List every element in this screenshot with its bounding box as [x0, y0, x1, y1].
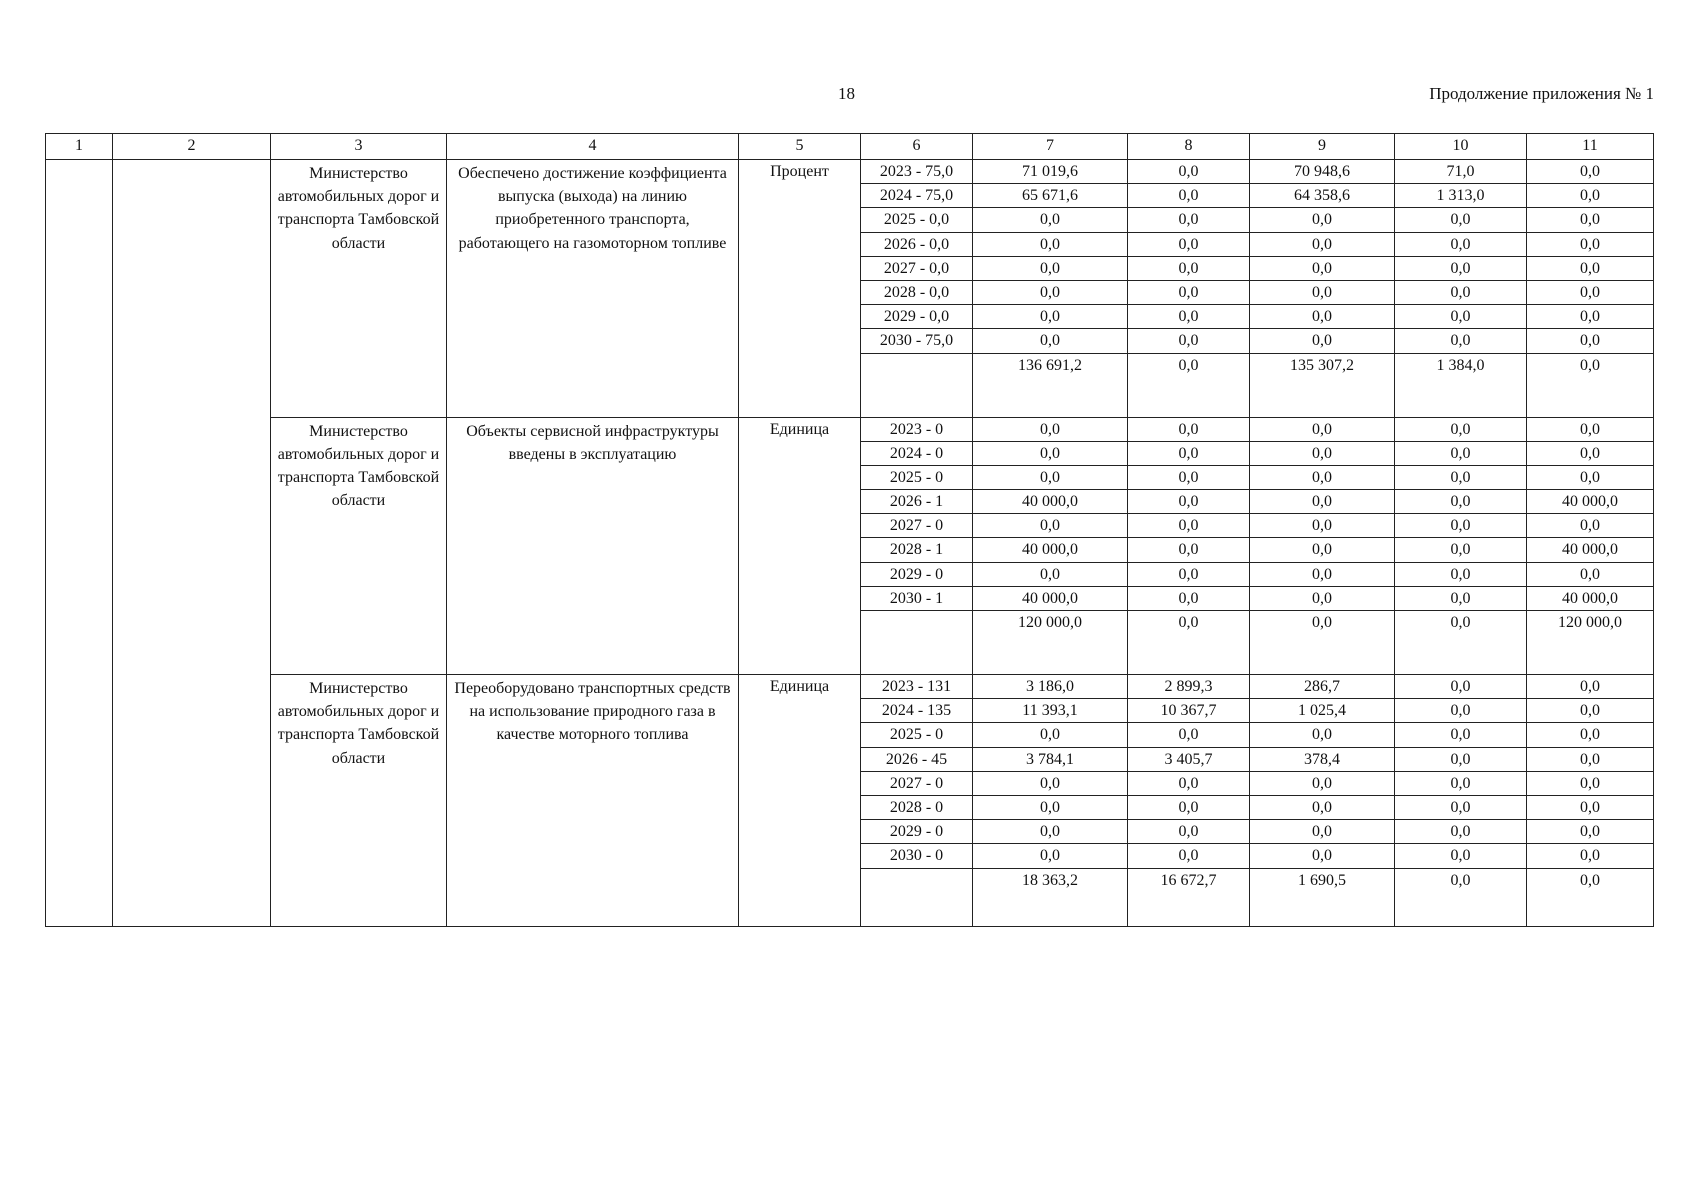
amount-other: 0,0 — [1527, 184, 1654, 208]
amount-federal: 0,0 — [1128, 490, 1250, 514]
amount-local: 0,0 — [1395, 699, 1527, 723]
unit-of-measure: Единица — [739, 675, 861, 927]
total-amount-other: 120 000,0 — [1527, 611, 1654, 675]
amount-local: 0,0 — [1395, 820, 1527, 844]
amount-total: 0,0 — [973, 820, 1128, 844]
column-number: 6 — [861, 134, 973, 160]
column-number-row — [46, 134, 1654, 160]
amount-other: 0,0 — [1527, 699, 1654, 723]
year-value: 2030 - 75,0 — [861, 329, 973, 353]
amount-total: 11 393,1 — [973, 699, 1128, 723]
amount-total: 0,0 — [973, 280, 1128, 304]
year-value — [861, 611, 973, 675]
amount-total: 40 000,0 — [973, 538, 1128, 562]
total-amount-total: 18 363,2 — [973, 868, 1128, 926]
amount-other: 0,0 — [1527, 844, 1654, 868]
amount-other: 0,0 — [1527, 160, 1654, 184]
amount-total: 40 000,0 — [973, 586, 1128, 610]
col2-cell — [113, 160, 271, 927]
total-amount-local: 0,0 — [1395, 868, 1527, 926]
amount-regional: 0,0 — [1250, 538, 1395, 562]
amount-regional: 0,0 — [1250, 771, 1395, 795]
total-amount-other: 0,0 — [1527, 868, 1654, 926]
amount-total: 0,0 — [973, 795, 1128, 819]
amount-regional: 0,0 — [1250, 465, 1395, 489]
amount-other: 0,0 — [1527, 329, 1654, 353]
amount-federal: 0,0 — [1128, 305, 1250, 329]
year-value: 2029 - 0,0 — [861, 305, 973, 329]
amount-federal: 2 899,3 — [1128, 675, 1250, 699]
amount-federal: 0,0 — [1128, 586, 1250, 610]
total-amount-other: 0,0 — [1527, 353, 1654, 417]
amount-other: 0,0 — [1527, 232, 1654, 256]
amount-federal: 0,0 — [1128, 208, 1250, 232]
amount-other: 0,0 — [1527, 820, 1654, 844]
year-value: 2027 - 0 — [861, 771, 973, 795]
year-value: 2025 - 0 — [861, 465, 973, 489]
amount-other: 0,0 — [1527, 417, 1654, 441]
year-value: 2023 - 75,0 — [861, 160, 973, 184]
amount-federal: 3 405,7 — [1128, 747, 1250, 771]
amount-total: 0,0 — [973, 723, 1128, 747]
amount-federal: 0,0 — [1128, 538, 1250, 562]
total-amount-local: 0,0 — [1395, 611, 1527, 675]
amount-other: 0,0 — [1527, 675, 1654, 699]
amount-regional: 0,0 — [1250, 514, 1395, 538]
amount-regional: 0,0 — [1250, 232, 1395, 256]
amount-regional: 0,0 — [1250, 329, 1395, 353]
amount-federal: 0,0 — [1128, 280, 1250, 304]
year-value: 2024 - 75,0 — [861, 184, 973, 208]
amount-regional: 0,0 — [1250, 280, 1395, 304]
responsible-org: Министерство автомобильных дорог и транспорта Тамбовской области — [271, 417, 447, 675]
year-value: 2029 - 0 — [861, 820, 973, 844]
year-value: 2028 - 0,0 — [861, 280, 973, 304]
col1-cell — [46, 160, 113, 927]
amount-regional: 0,0 — [1250, 562, 1395, 586]
year-value: 2028 - 0 — [861, 795, 973, 819]
amount-total: 71 019,6 — [973, 160, 1128, 184]
amount-regional: 0,0 — [1250, 723, 1395, 747]
amount-federal: 0,0 — [1128, 184, 1250, 208]
amount-other: 40 000,0 — [1527, 586, 1654, 610]
amount-regional: 0,0 — [1250, 305, 1395, 329]
page-number: 18 — [838, 84, 855, 103]
amount-local: 0,0 — [1395, 280, 1527, 304]
amount-other: 0,0 — [1527, 723, 1654, 747]
amount-regional: 0,0 — [1250, 441, 1395, 465]
column-number: 2 — [113, 134, 271, 160]
amount-other: 0,0 — [1527, 305, 1654, 329]
year-value: 2024 - 0 — [861, 441, 973, 465]
year-value — [861, 868, 973, 926]
amount-local: 0,0 — [1395, 675, 1527, 699]
total-amount-regional: 1 690,5 — [1250, 868, 1395, 926]
year-value: 2027 - 0 — [861, 514, 973, 538]
amount-other: 40 000,0 — [1527, 538, 1654, 562]
amount-total: 0,0 — [973, 208, 1128, 232]
amount-federal: 0,0 — [1128, 795, 1250, 819]
amount-regional: 0,0 — [1250, 208, 1395, 232]
year-value: 2030 - 1 — [861, 586, 973, 610]
total-amount-federal: 16 672,7 — [1128, 868, 1250, 926]
total-amount-local: 1 384,0 — [1395, 353, 1527, 417]
amount-local: 0,0 — [1395, 329, 1527, 353]
amount-total: 3 186,0 — [973, 675, 1128, 699]
year-value — [861, 353, 973, 417]
amount-federal: 0,0 — [1128, 232, 1250, 256]
amount-regional: 0,0 — [1250, 256, 1395, 280]
amount-regional: 0,0 — [1250, 586, 1395, 610]
amount-total: 0,0 — [973, 305, 1128, 329]
amount-federal: 0,0 — [1128, 160, 1250, 184]
year-value: 2026 - 1 — [861, 490, 973, 514]
amount-total: 0,0 — [973, 329, 1128, 353]
responsible-org: Министерство автомобильных дорог и транспорта Тамбовской области — [271, 675, 447, 927]
table-body — [46, 134, 1654, 927]
amount-local: 0,0 — [1395, 514, 1527, 538]
amount-regional: 286,7 — [1250, 675, 1395, 699]
total-amount-federal: 0,0 — [1128, 353, 1250, 417]
table-row — [46, 417, 1654, 441]
column-number: 9 — [1250, 134, 1395, 160]
year-value: 2029 - 0 — [861, 562, 973, 586]
table-row — [46, 160, 1654, 184]
amount-regional: 0,0 — [1250, 844, 1395, 868]
amount-local: 0,0 — [1395, 490, 1527, 514]
amount-local: 0,0 — [1395, 723, 1527, 747]
result-description: Обеспечено достижение коэффициента выпуска (выхода) на линию приобретенного транспорта, работающего на газомоторном топливе — [447, 160, 739, 418]
amount-other: 0,0 — [1527, 208, 1654, 232]
amount-other: 0,0 — [1527, 562, 1654, 586]
amount-local: 0,0 — [1395, 586, 1527, 610]
amount-local: 0,0 — [1395, 538, 1527, 562]
amount-local: 0,0 — [1395, 795, 1527, 819]
amount-local: 0,0 — [1395, 232, 1527, 256]
year-value: 2024 - 135 — [861, 699, 973, 723]
amount-federal: 0,0 — [1128, 465, 1250, 489]
amount-local: 0,0 — [1395, 417, 1527, 441]
amount-federal: 0,0 — [1128, 562, 1250, 586]
amount-federal: 0,0 — [1128, 723, 1250, 747]
unit-of-measure: Единица — [739, 417, 861, 675]
total-amount-federal: 0,0 — [1128, 611, 1250, 675]
amount-regional: 64 358,6 — [1250, 184, 1395, 208]
amount-regional: 0,0 — [1250, 795, 1395, 819]
amount-other: 0,0 — [1527, 280, 1654, 304]
amount-federal: 0,0 — [1128, 771, 1250, 795]
unit-of-measure: Процент — [739, 160, 861, 418]
column-number: 1 — [46, 134, 113, 160]
total-amount-regional: 135 307,2 — [1250, 353, 1395, 417]
amount-total: 0,0 — [973, 417, 1128, 441]
appendix-table — [45, 133, 1654, 927]
amount-federal: 0,0 — [1128, 417, 1250, 441]
amount-other: 0,0 — [1527, 795, 1654, 819]
year-value: 2028 - 1 — [861, 538, 973, 562]
amount-federal: 0,0 — [1128, 329, 1250, 353]
amount-other: 0,0 — [1527, 441, 1654, 465]
amount-total: 0,0 — [973, 514, 1128, 538]
amount-federal: 0,0 — [1128, 820, 1250, 844]
result-description: Объекты сервисной инфраструктуры введены в эксплуатацию — [447, 417, 739, 675]
amount-local: 0,0 — [1395, 771, 1527, 795]
column-number: 11 — [1527, 134, 1654, 160]
year-value: 2025 - 0,0 — [861, 208, 973, 232]
amount-local: 0,0 — [1395, 256, 1527, 280]
year-value: 2026 - 0,0 — [861, 232, 973, 256]
column-number: 4 — [447, 134, 739, 160]
year-value: 2023 - 0 — [861, 417, 973, 441]
total-amount-total: 136 691,2 — [973, 353, 1128, 417]
amount-federal: 0,0 — [1128, 256, 1250, 280]
column-number: 7 — [973, 134, 1128, 160]
amount-regional: 378,4 — [1250, 747, 1395, 771]
amount-federal: 0,0 — [1128, 514, 1250, 538]
amount-total: 0,0 — [973, 562, 1128, 586]
amount-total: 65 671,6 — [973, 184, 1128, 208]
amount-other: 0,0 — [1527, 771, 1654, 795]
amount-total: 3 784,1 — [973, 747, 1128, 771]
amount-regional: 70 948,6 — [1250, 160, 1395, 184]
amount-total: 0,0 — [973, 465, 1128, 489]
amount-total: 40 000,0 — [973, 490, 1128, 514]
amount-federal: 0,0 — [1128, 844, 1250, 868]
amount-local: 71,0 — [1395, 160, 1527, 184]
amount-regional: 0,0 — [1250, 820, 1395, 844]
amount-local: 0,0 — [1395, 747, 1527, 771]
amount-total: 0,0 — [973, 844, 1128, 868]
column-number: 10 — [1395, 134, 1527, 160]
amount-regional: 1 025,4 — [1250, 699, 1395, 723]
amount-other: 0,0 — [1527, 465, 1654, 489]
amount-local: 0,0 — [1395, 562, 1527, 586]
amount-federal: 0,0 — [1128, 441, 1250, 465]
amount-total: 0,0 — [973, 441, 1128, 465]
amount-other: 40 000,0 — [1527, 490, 1654, 514]
amount-regional: 0,0 — [1250, 417, 1395, 441]
total-amount-total: 120 000,0 — [973, 611, 1128, 675]
amount-other: 0,0 — [1527, 256, 1654, 280]
amount-local: 1 313,0 — [1395, 184, 1527, 208]
year-value: 2026 - 45 — [861, 747, 973, 771]
year-value: 2025 - 0 — [861, 723, 973, 747]
amount-other: 0,0 — [1527, 747, 1654, 771]
year-value: 2030 - 0 — [861, 844, 973, 868]
table-row — [46, 675, 1654, 699]
amount-local: 0,0 — [1395, 208, 1527, 232]
result-description: Переоборудовано транспортных средств на использование природного газа в качестве моторного топлива — [447, 675, 739, 927]
year-value: 2027 - 0,0 — [861, 256, 973, 280]
appendix-continuation-label: Продолжение приложения № 1 — [1429, 84, 1654, 103]
amount-local: 0,0 — [1395, 465, 1527, 489]
responsible-org: Министерство автомобильных дорог и транспорта Тамбовской области — [271, 160, 447, 418]
amount-regional: 0,0 — [1250, 490, 1395, 514]
amount-total: 0,0 — [973, 232, 1128, 256]
amount-other: 0,0 — [1527, 514, 1654, 538]
amount-total: 0,0 — [973, 256, 1128, 280]
amount-total: 0,0 — [973, 771, 1128, 795]
amount-local: 0,0 — [1395, 441, 1527, 465]
amount-local: 0,0 — [1395, 305, 1527, 329]
amount-federal: 10 367,7 — [1128, 699, 1250, 723]
column-number: 5 — [739, 134, 861, 160]
total-amount-regional: 0,0 — [1250, 611, 1395, 675]
year-value: 2023 - 131 — [861, 675, 973, 699]
amount-local: 0,0 — [1395, 844, 1527, 868]
column-number: 8 — [1128, 134, 1250, 160]
column-number: 3 — [271, 134, 447, 160]
